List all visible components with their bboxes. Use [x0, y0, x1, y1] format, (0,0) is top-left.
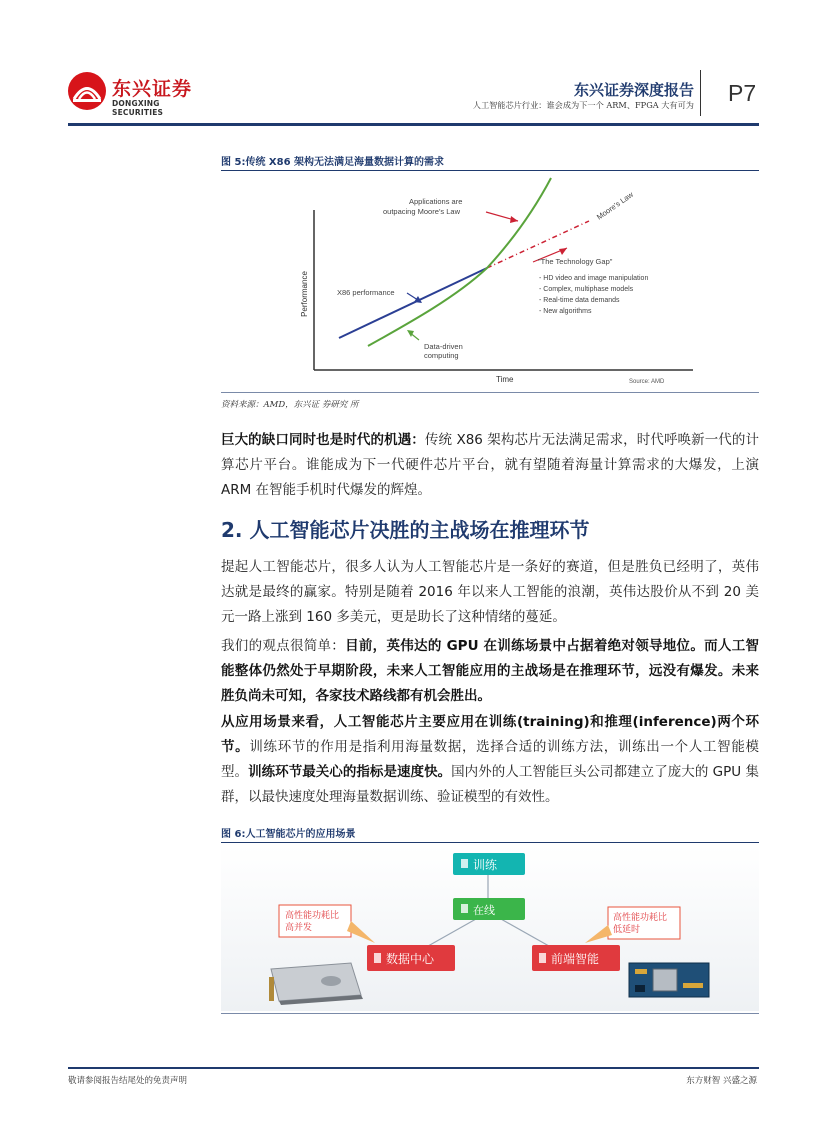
para4-text2: 国内外的人工智能巨头公司都建立了庞大的 GPU 集群，以最快速度处理海量数据训练、验证模型的有效性。	[221, 764, 759, 805]
header-rule	[68, 123, 759, 126]
label-data-line2: computing	[424, 351, 459, 360]
node-edge-label: 前端智能	[551, 952, 600, 966]
report-subtitle: 人工智能芯片行业：谁会成为下一个 ARM、FPGA 大有可为	[472, 100, 694, 110]
figure6-bottom-rule	[221, 1013, 759, 1014]
gap-arrowhead-icon	[559, 248, 567, 255]
edge-req-line1: 高性能功耗比	[613, 913, 668, 923]
gap-item-4: - New algorithms	[539, 308, 592, 315]
edge-icon	[539, 953, 546, 963]
figure5-title: 图 5:传统 X86 架构无法满足海量数据计算的需求	[221, 157, 445, 168]
para1-text: 传统 X86 架构芯片无法满足需求，时代呼唤新一代的计算芯片平台。谁能成为下一代硬件芯片平台，就有望随着海量计算需求的大爆发，上演 ARM 在智能手机时代爆发的辉煌。	[221, 432, 759, 498]
header-divider	[700, 70, 701, 116]
figure6-top-rule	[221, 842, 759, 843]
label-apps-line2: outpacing Moore’s Law	[383, 207, 460, 216]
footer-rule	[68, 1067, 759, 1069]
logo-english-name: DONGXING SECURITIES	[112, 99, 164, 117]
edge-req-line2: 低延时	[613, 925, 641, 935]
gap-item-1: - HD video and image manipulation	[539, 275, 649, 282]
y-axis-label: Performance	[300, 271, 309, 317]
node-online-label: 在线	[473, 904, 495, 917]
training-icon	[461, 859, 468, 868]
figure5-source: 资料来源：AMD，东兴证 券研究 所	[221, 400, 359, 410]
footer-slogan: 东方财智 兴盛之源	[686, 1076, 757, 1086]
logo-chinese-name: 东兴证券	[112, 78, 193, 100]
para4-text1: 训练环节的作用是指利用海量数据，选择合适的训练方法，训练出一个人工智能模型。	[221, 739, 760, 780]
paragraph-opportunity	[221, 428, 759, 503]
para4-bold1: 从应用场景来看，人工智能芯片主要应用在训练(training)和推理(inference)两个环节。	[221, 714, 759, 755]
gap-item-3: - Real-time data demands	[539, 297, 620, 304]
section-heading: 2. 人工智能芯片决胜的主战场在推理环节	[221, 518, 590, 542]
paragraph-training	[221, 710, 759, 810]
para4-bold2: 训练环节最关心的指标是速度快。	[248, 764, 452, 780]
page-number: P7	[728, 80, 757, 106]
node-training-label: 训练	[473, 858, 498, 872]
logo-mark-icon	[68, 72, 106, 110]
para3-text: 我们的观点很简单：	[221, 638, 346, 654]
dc-req-line2: 高并发	[285, 923, 313, 933]
paragraph-nvidia	[221, 555, 759, 630]
figure6-diagram	[221, 845, 759, 1011]
x-axis-label: Time	[496, 375, 514, 384]
para2-text: 提起人工智能芯片，很多人认为人工智能芯片是一条好的赛道，但是胜负已经明了，英伟达就是最终的赢家。特别是随着 2016 年以来人工智能的浪潮，英伟达股价从不到 20 美元一路上涨到 160 多美元，更是助长了这种情绪的蔓延。	[221, 559, 759, 625]
label-gap-title: "The Technology Gap"	[538, 257, 613, 266]
report-title: 东兴证券深度报告	[573, 81, 694, 99]
label-apps-line1: Applications are	[409, 197, 463, 206]
label-x86: X86 performance	[337, 288, 395, 297]
paragraph-viewpoint	[221, 634, 759, 709]
node-datacenter-label: 数据中心	[386, 952, 435, 966]
label-moores-law: Moore’s Law	[594, 189, 635, 222]
chip-board-image	[629, 963, 709, 997]
gpu-card-image	[269, 963, 363, 1005]
datacenter-icon	[374, 953, 381, 963]
footer-disclaimer: 敬请参阅报告结尾处的免责声明	[68, 1076, 188, 1086]
para1-bold: 巨大的缺口同时也是时代的机遇：	[221, 432, 425, 448]
figure5-bottom-rule	[221, 392, 759, 393]
figure6-title: 图 6:人工智能芯片的应用场景	[221, 829, 356, 840]
company-logo	[68, 72, 208, 117]
apps-arrowhead-icon	[510, 216, 518, 223]
label-data-line1: Data-driven	[424, 342, 463, 351]
figure5-top-rule	[221, 170, 759, 171]
gap-item-2: - Complex, multiphase models	[539, 286, 634, 293]
x86-performance-line	[339, 268, 487, 338]
para3-bold: 目前，英伟达的 GPU 在训练场景中占据着绝对领导地位。而人工智能整体仍然处于早期阶段，未来人工智能应用的主战场是在推理环节，远没有爆发。未来胜负尚未可知，各家技术路线都有机会胜出。	[221, 638, 759, 704]
dc-req-line1: 高性能功耗比	[285, 911, 340, 921]
chart-source-label: Source: AMD	[629, 379, 665, 385]
figure5-chart	[221, 172, 759, 390]
data-arrowhead-icon	[407, 330, 414, 337]
online-icon	[461, 904, 468, 913]
